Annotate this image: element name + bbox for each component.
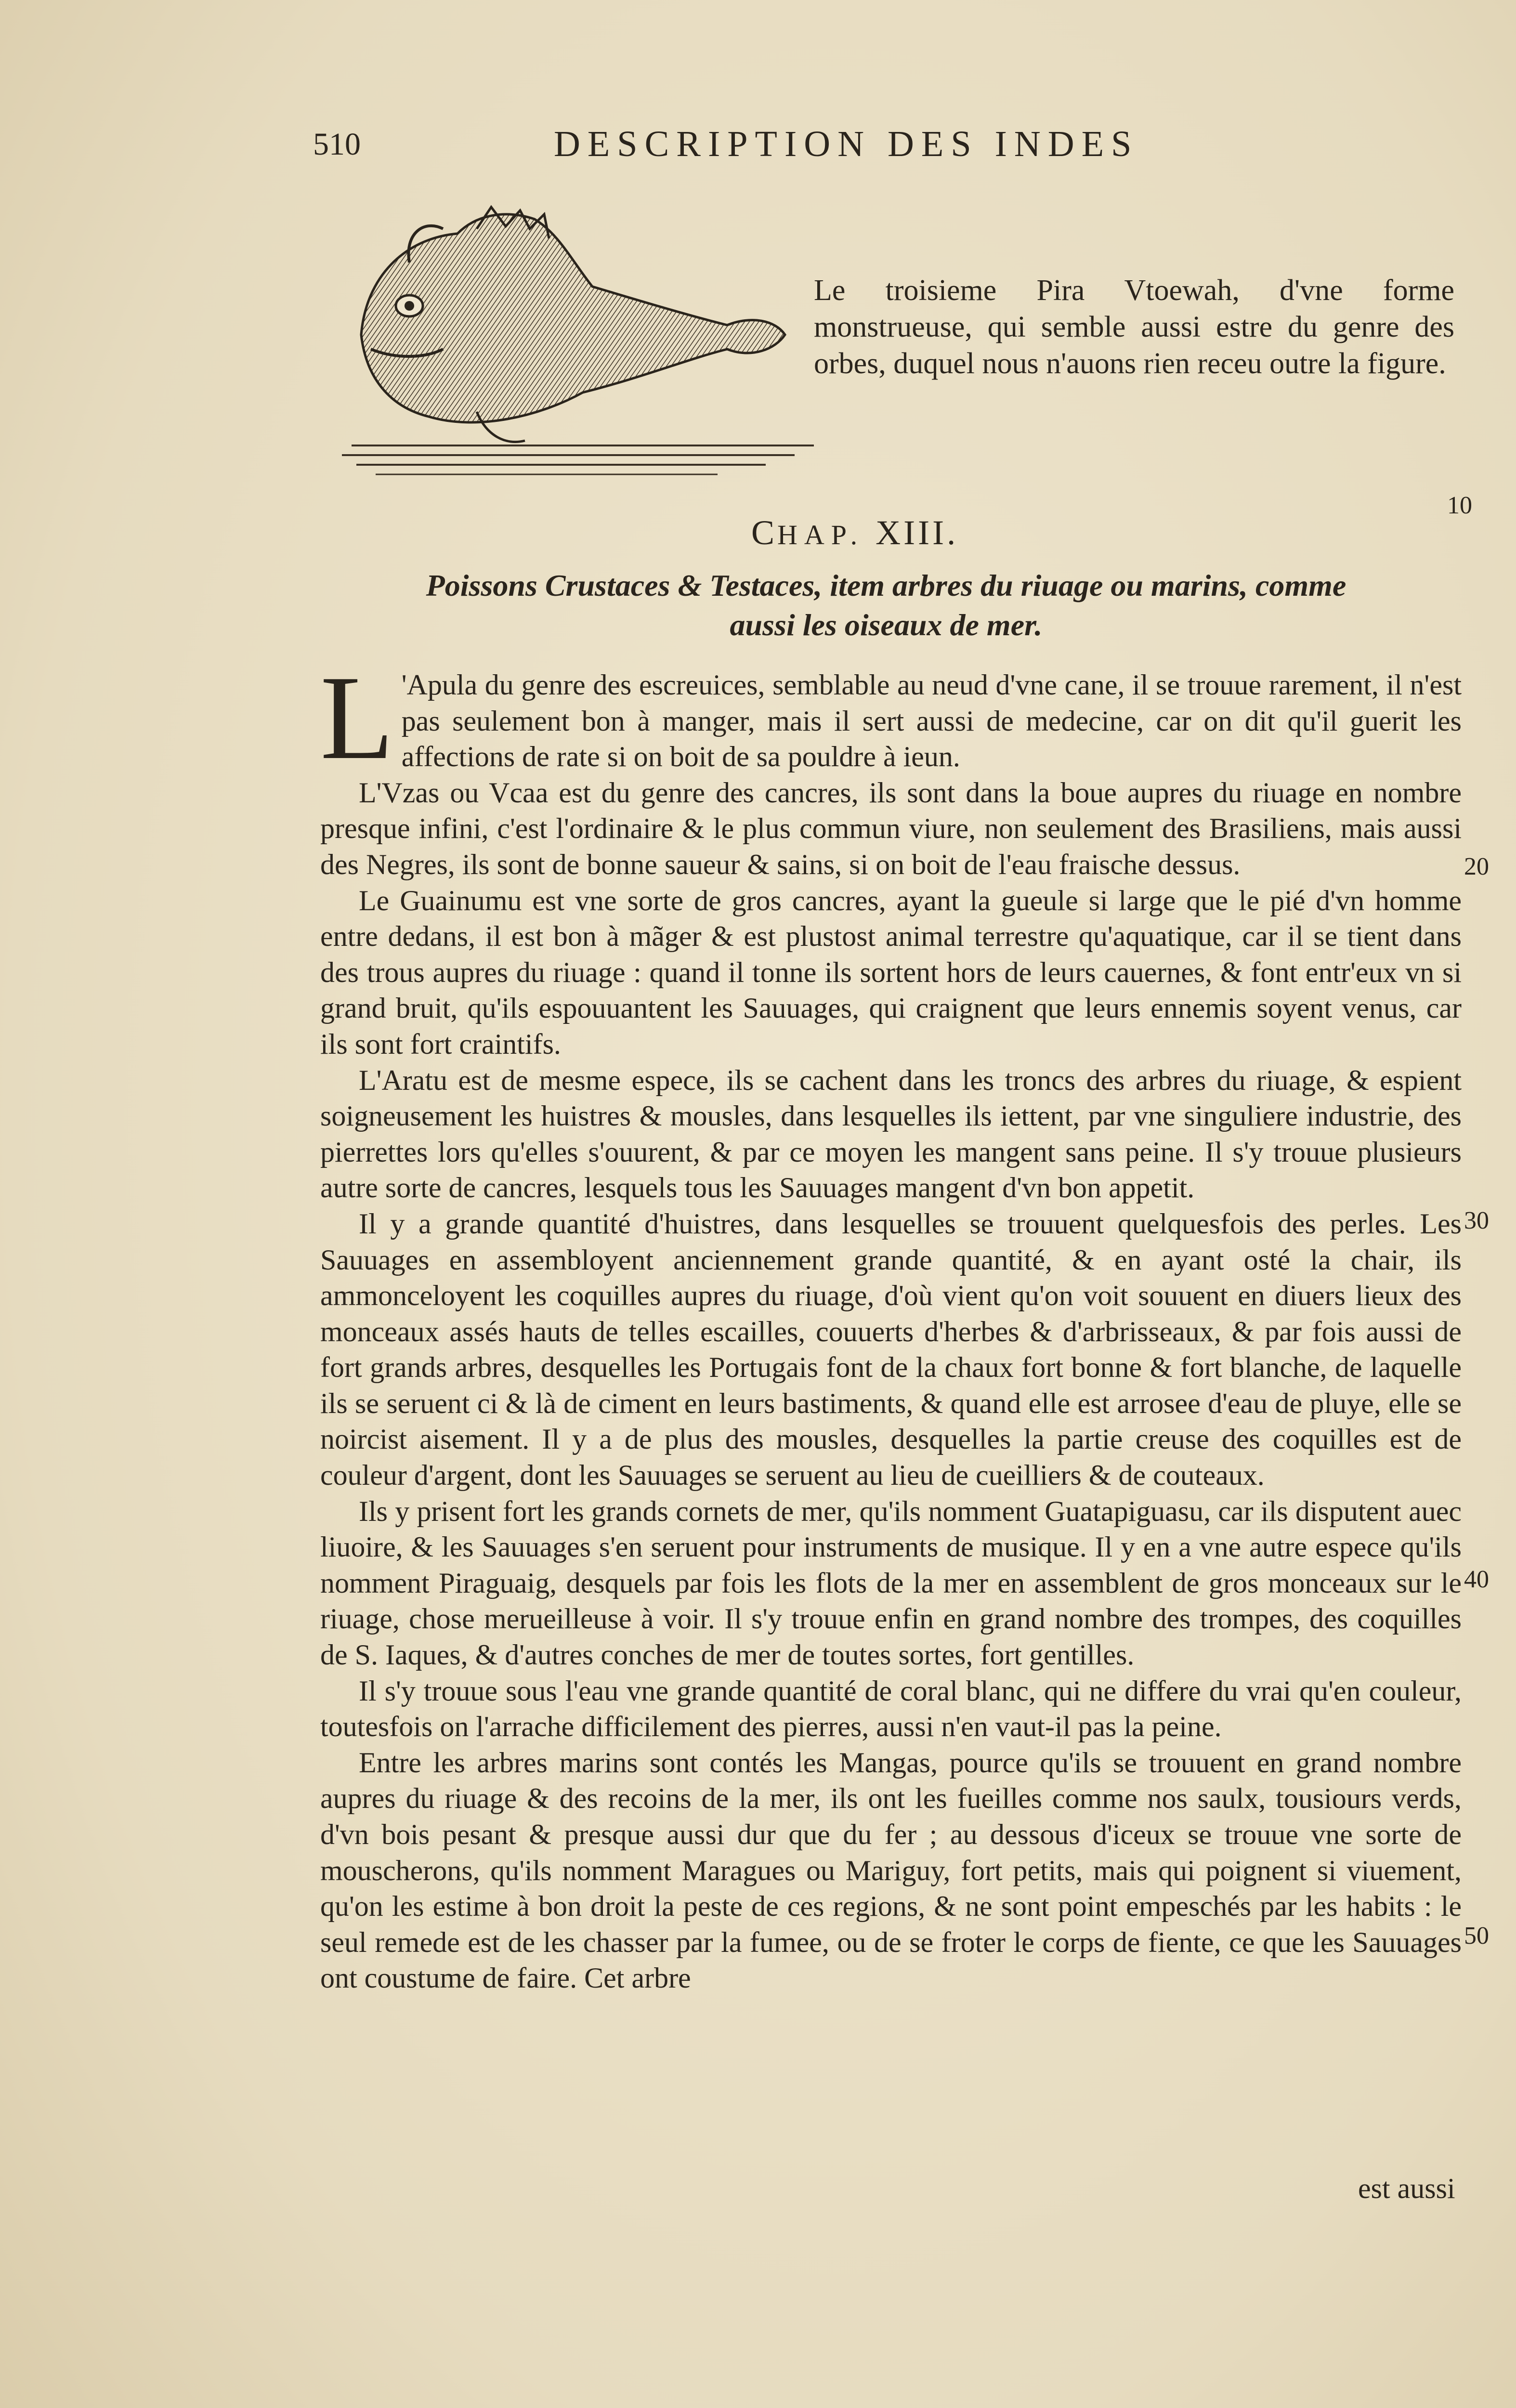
margin-line-number: 20	[1464, 853, 1489, 880]
paragraph: Il s'y trouue sous l'eau vne grande quantité de coral blanc, qui ne differe du vrai qu'en couleur, toutesfois on l'arrache difficilement des pierres, aussi n'en vaut-il pas la peine.	[320, 1675, 1462, 1743]
margin-line-number: 30	[1464, 1207, 1489, 1234]
running-title: DESCRIPTION DES INDES	[554, 124, 1139, 164]
margin-line-number: 40	[1464, 1566, 1489, 1593]
paragraph: Ils y prisent fort les grands cornets de mer, qu'ils nomment Guatapiguasu, car ils disputent auec liuoire, & les Sauuages s'en seruent pour instruments de musique. Il y en a vne autre espece qu'ils nomment Piraguaig, desquels par fois les flots de la mer en assemblent de gros monceaux sur le riuage, chose merueilleuse à voir. Il s'y trouue enfin en grand nombre des trompes, des coquilles de S. Iaques, & d'autres conches de mer de toutes sortes, fort gentilles.	[320, 1495, 1462, 1671]
chapter-subtitle: Poissons Crustaces & Testaces, item arbres du riuage ou marins, comme aussi les oiseaux de mer.	[426, 568, 1346, 642]
paragraph: Le Guainumu est vne sorte de gros cancres, ayant la gueule si large que le pié d'vn homme entre dedans, il est bon à mãger & est plustost animal terrestre qu'aquatique, car il se tient dans des trous aupres du riuage : quand il tonne ils sortent hors de leurs cauernes, & font entr'eux vn si grand bruit, qu'ils espouuantent les Sauuages, qui craignent que leurs ennemis soyent venus, car ils sont fort craintifs.	[320, 884, 1462, 1060]
paragraph: L'Aratu est de mesme espece, ils se cachent dans les troncs des arbres du riuage, & espient soigneusement les huistres & mousles, dans lesquelles ils iettent, par vne singuliere industrie, des pierrettes lors qu'elles s'ouurent, & par ce moyen les mangent sans peine. Il s'y trouue plusieurs autre sorte de cancres, lesquels tous les Sauuages mangent d'vn bon appetit.	[320, 1064, 1462, 1204]
paragraph: Entre les arbres marins sont contés les Mangas, pource qu'ils se trouuent en grand nombre aupres du riuage & des recoins de la mer, ils ont les fueilles comme nos saulx, tousiours verds, d'vn bois pesant & presque aussi dur que du fer ; au dessous d'iceux se trouue vne sorte de mouscherons, qu'ils nomment Maragues ou Mariguy, fort petits, mais qui poignent si viuement, qu'on les estime à bon droit la peste de ces regions, & ne sont point empeschés par les habits : le seul remede est de les chasser par la fumee, ou de se froter le corps de fiente, ce que les Sauuages ont coustume de faire. Cet arbre	[320, 1746, 1462, 1994]
fish-woodcut-image	[332, 205, 828, 489]
chapter-heading	[751, 513, 958, 553]
chapter-label-initial: C	[751, 513, 778, 552]
paragraph: L'Vzas ou Vcaa est du genre des cancres, ils sont dans la boue aupres du riuage en nombre presque infini, c'est l'ordinaire & le plus commun viure, non seulement des Brasiliens, mais aussi des Negres, ils sont de bonne saueur & sains, si on boit de l'eau fraische dessus.	[320, 776, 1462, 880]
chapter-body	[320, 651, 1462, 1996]
figure-caption: Le troisieme Pira Vtoewah, d'vne forme monstrueuse, qui semble aussi estre du genre des orbes, duquel nous n'auons rien receu outre la figure.	[814, 274, 1454, 380]
margin-line-number: 50	[1464, 1922, 1489, 1950]
drop-cap: L	[320, 651, 394, 785]
margin-line-number: 10	[1447, 492, 1472, 519]
page-number: 510	[313, 127, 361, 162]
chapter-label-rest: HAP.	[777, 519, 864, 550]
paragraph: L 'Apula du genre des escreuices, semblable au neud d'vne cane, il se trouue rarement, il n'est pas seulement bon à manger, mais il sert aussi de medecine, car on dit qu'il guerit les affections de rate si on boit de sa pouldre à ieun.	[320, 651, 1462, 785]
chapter-number: XIII.	[876, 513, 959, 552]
catchword: est aussi	[1358, 2172, 1455, 2204]
paragraph: Il y a grande quantité d'huistres, dans lesquelles se trouuent quelquesfois des perles. Les Sauuages en assembloyent anciennement grande quantité, & en ayant osté la chair, ils ammonceloyent les coquilles aupres du riuage, d'où vient qu'on voit souuent en diuers lieux des monceaux assés hauts de telles escailles, couuerts d'herbes & d'arbrisseaux, & par fois aussi de fort grands arbres, desquelles les Portugais font de la chaux fort bonne & fort blanche, de laquelle ils se seruent ci & là de ciment en leurs bastiments, & quand elle est arrosee d'eau de pluye, elle se noircist aisement. Il y a de plus des mousles, desquelles la partie creuse des coquilles est de couleur d'argent, dont les Sauuages se seruent au lieu de cueilliers & de couteaux.	[320, 1207, 1462, 1492]
